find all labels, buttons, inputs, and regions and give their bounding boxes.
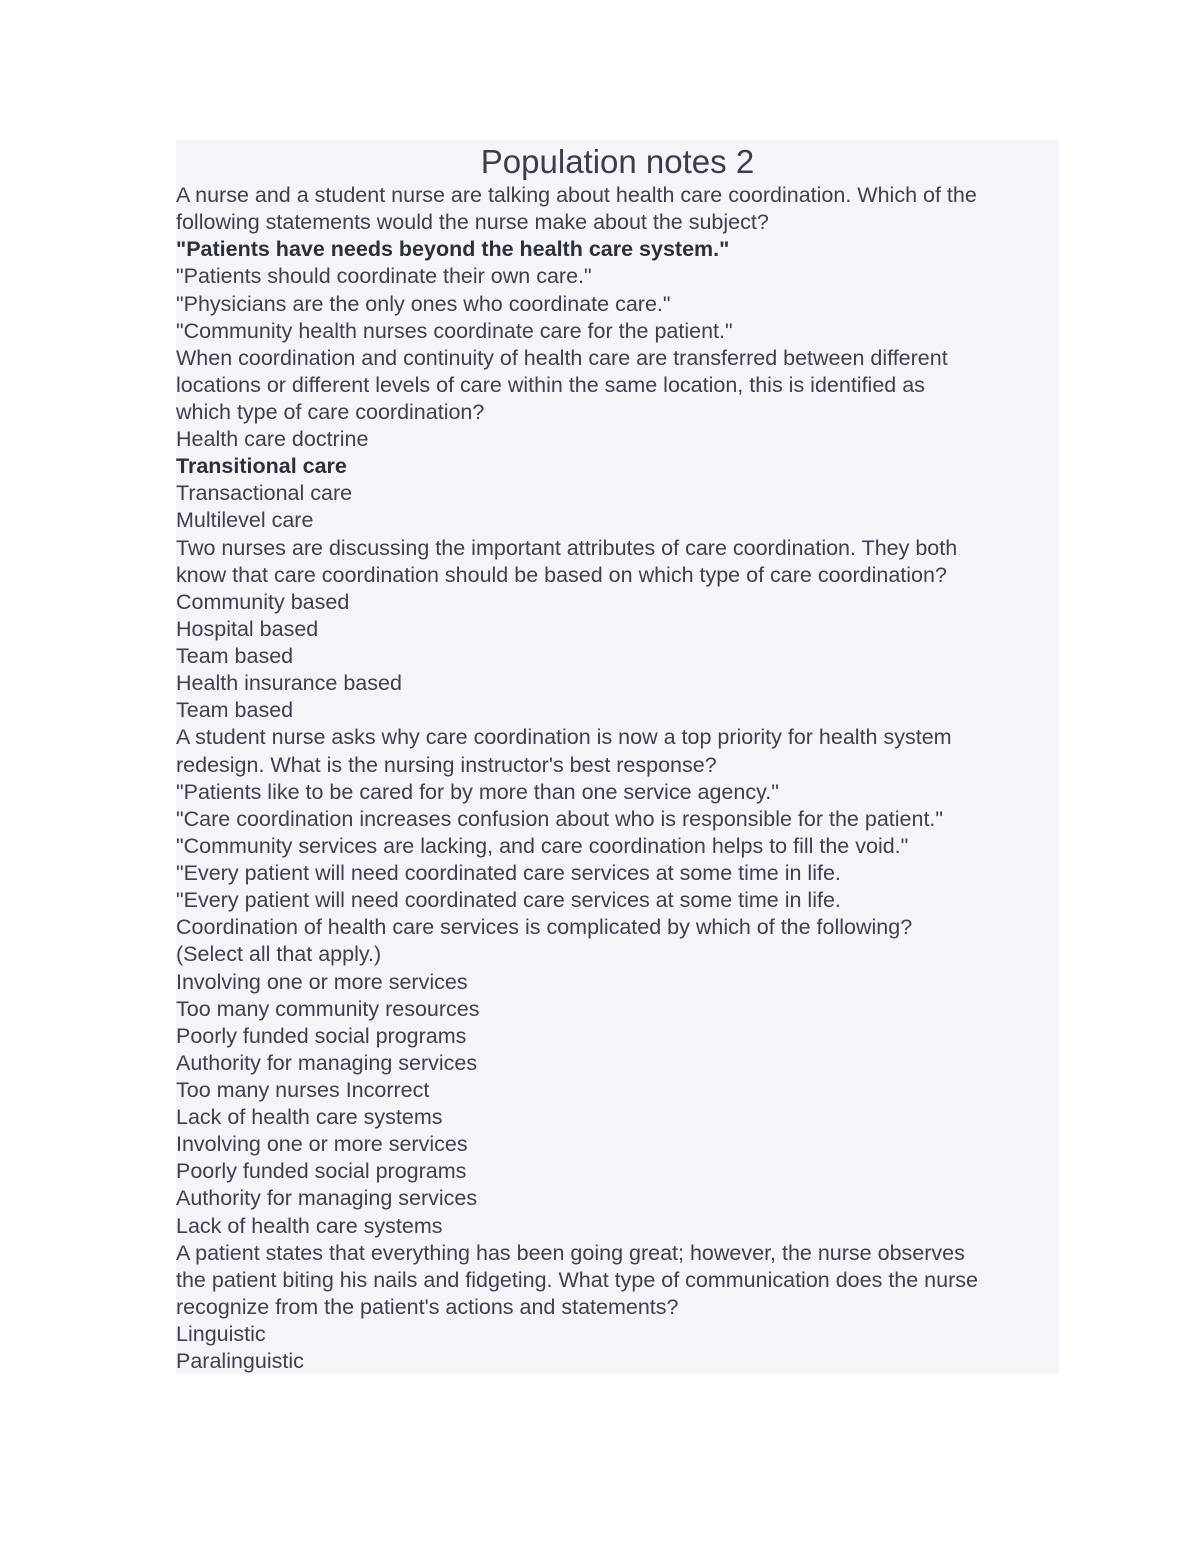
document-line: Lack of health care systems <box>176 1105 443 1130</box>
document-line: Poorly funded social programs <box>176 1159 467 1184</box>
document-line: the patient biting his nails and fidgeting. What type of communication does the nurse <box>176 1267 978 1292</box>
document-line: A student nurse asks why care coordination is now a top priority for health system <box>176 725 952 750</box>
document-line: Lack of health care systems <box>176 1213 443 1238</box>
document-line: When coordination and continuity of health care are transferred between different <box>176 345 948 370</box>
document-line: "Patients have needs beyond the health care system." <box>176 237 730 262</box>
document-line: recognize from the patient's actions and statements? <box>176 1294 679 1319</box>
document-line: redesign. What is the nursing instructor's best response? <box>176 752 717 777</box>
document-line: Health care doctrine <box>176 427 369 452</box>
document-line: Multilevel care <box>176 508 314 533</box>
document-line: Involving one or more services <box>176 969 468 994</box>
document-line: know that care coordination should be based on which type of care coordination? <box>176 562 947 587</box>
document-line: Community based <box>176 589 350 614</box>
document-line: Involving one or more services <box>176 1132 468 1157</box>
document-line: "Every patient will need coordinated care services at some time in life. <box>176 888 841 913</box>
document-line: locations or different levels of care within the same location, this is identified as <box>176 372 925 397</box>
document-line: "Patients should coordinate their own care." <box>176 264 592 289</box>
document-line: "Every patient will need coordinated care services at some time in life. <box>176 861 841 885</box>
document-line: "Patients like to be cared for by more than one service agency." <box>176 779 779 804</box>
document-line: (Select all that apply.) <box>176 942 382 967</box>
document-line: Coordination of health care services is complicated by which of the following? <box>176 915 913 940</box>
document-line: "Community services are lacking, and care coordination helps to fill the void." <box>176 833 909 858</box>
document-line: Linguistic <box>176 1322 266 1346</box>
document-line: Two nurses are discussing the important attributes of care coordination. They both <box>176 535 958 560</box>
document-line: A nurse and a student nurse are talking about health care coordination. Which of the <box>176 183 977 207</box>
document-line: Paralinguistic <box>176 1349 304 1374</box>
document-line: Authority for managing services <box>176 1186 478 1211</box>
document-line: Poorly funded social programs <box>176 1023 467 1048</box>
document-line: Team based <box>176 698 294 723</box>
document-title: Population notes 2 <box>480 143 755 180</box>
document-line: Transitional care <box>176 454 347 479</box>
document-line: Health insurance based <box>176 671 402 696</box>
document-line: Too many nurses Incorrect <box>176 1078 430 1102</box>
document-line: A patient states that everything has been going great; however, the nurse observes <box>176 1240 965 1265</box>
document-line: following statements would the nurse make about the subject? <box>176 210 769 235</box>
document-line: Team based <box>176 644 294 668</box>
document-line: Authority for managing services <box>176 1050 478 1075</box>
document-line: Transactional care <box>176 481 353 506</box>
document-line: "Community health nurses coordinate care for the patient." <box>176 318 733 343</box>
document-line: Hospital based <box>176 616 319 641</box>
document-line: Too many community resources <box>176 996 480 1021</box>
document-line: "Care coordination increases confusion about who is responsible for the patient." <box>176 806 944 831</box>
document-line: which type of care coordination? <box>176 400 485 424</box>
document-line: "Physicians are the only ones who coordinate care." <box>176 291 671 316</box>
